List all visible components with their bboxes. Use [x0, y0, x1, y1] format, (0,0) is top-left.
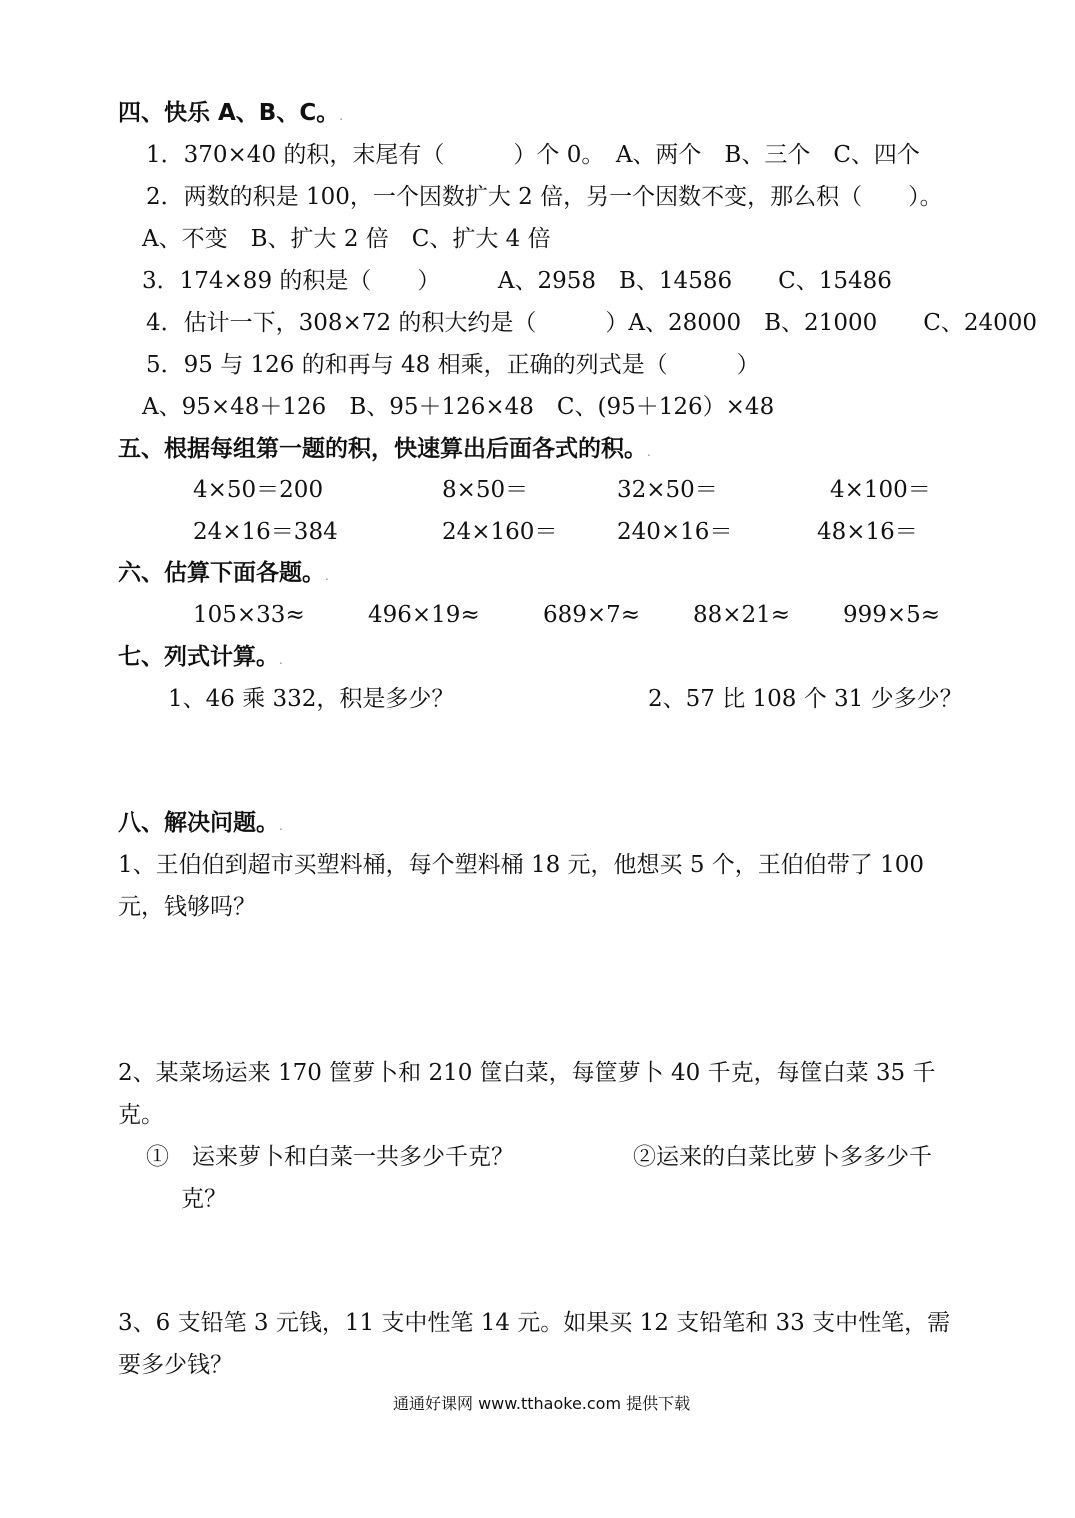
s5-item: 4×100＝ — [830, 477, 931, 503]
s4-question-4: 4．估计一下，308×72 的积大约是（ ）A、28000 B、21000 C、24000 — [146, 310, 1037, 336]
s5-item: 48×16＝ — [817, 519, 918, 545]
s8-problem-2-line-1: 2、某菜场运来 170 筐萝卜和 210 筐白菜，每筐萝卜 40 千克，每筐白菜 35 千 — [118, 1060, 936, 1086]
s8-problem-3-line-1: 3、6 支铅笔 3 元钱，11 支中性笔 14 元。如果买 12 支铅笔和 33 支中性笔，需 — [118, 1310, 951, 1336]
s6-item: 999×5≈ — [843, 602, 941, 628]
s4-question-5-options: A、95×48＋126 B、95＋126×48 C、(95＋126）×48 — [142, 394, 775, 420]
s8-problem-3-line-2: 要多少钱？ — [118, 1352, 233, 1378]
s5-item: 240×16＝ — [617, 519, 733, 545]
s5-item: 24×16＝384 — [193, 519, 338, 545]
s4-question-2-options: A、不变 B、扩大 2 倍 C、扩大 4 倍 — [142, 226, 551, 252]
s5-item: 8×50＝ — [442, 477, 529, 503]
s8-problem-1-line-2: 元，钱够吗？ — [118, 894, 256, 920]
s5-item: 4×50＝200 — [193, 477, 324, 503]
s5-item: 32×50＝ — [617, 477, 718, 503]
s8-problem-2-sub-1: ① 运来萝卜和白菜一共多少千克？ — [146, 1144, 514, 1170]
s5-item: 24×160＝ — [442, 519, 558, 545]
s8-problem-1-line-1: 1、王伯伯到超市买塑料桶，每个塑料桶 18 元，他想买 5 个，王伯伯带了 100 — [118, 852, 924, 878]
s8-problem-2-sub-2-line-1: ②运来的白菜比萝卜多多少千 — [633, 1144, 932, 1170]
section-8-heading: 八、解决问题。. — [118, 810, 283, 836]
page-footer: 通通好课网 www.tthaoke.com 提供下载 — [393, 1394, 691, 1413]
s4-question-2: 2．两数的积是 100，一个因数扩大 2 倍，另一个因数不变，那么积（ ）。 — [146, 184, 943, 210]
s6-item: 88×21≈ — [693, 602, 791, 628]
s6-item: 689×7≈ — [543, 602, 641, 628]
section-6-heading: 六、估算下面各题。. — [118, 560, 329, 586]
s4-question-5: 5．95 与 126 的和再与 48 相乘，正确的列式是（ ） — [146, 352, 760, 378]
section-4-heading: 四、快乐 A、B、C。. — [118, 100, 344, 126]
s4-question-1: 1．370×40 的积，末尾有（ ）个 0。 A、两个 B、三个 C、四个 — [146, 142, 920, 168]
s7-question-2: 2、57 比 108 个 31 少多少？ — [648, 686, 963, 712]
s6-item: 105×33≈ — [193, 602, 305, 628]
s4-question-3: 3．174×89 的积是（ ） A、2958 B、14586 C、15486 — [142, 268, 892, 294]
section-7-heading: 七、列式计算。. — [118, 644, 283, 670]
s6-item: 496×19≈ — [368, 602, 480, 628]
s7-question-1: 1、46 乘 332，积是多少？ — [168, 686, 455, 712]
s8-problem-2-line-2: 克。 — [118, 1102, 164, 1128]
section-5-heading: 五、根据每组第一题的积，快速算出后面各式的积。. — [118, 436, 651, 462]
s8-problem-2-sub-2-line-2: 克？ — [181, 1186, 227, 1212]
